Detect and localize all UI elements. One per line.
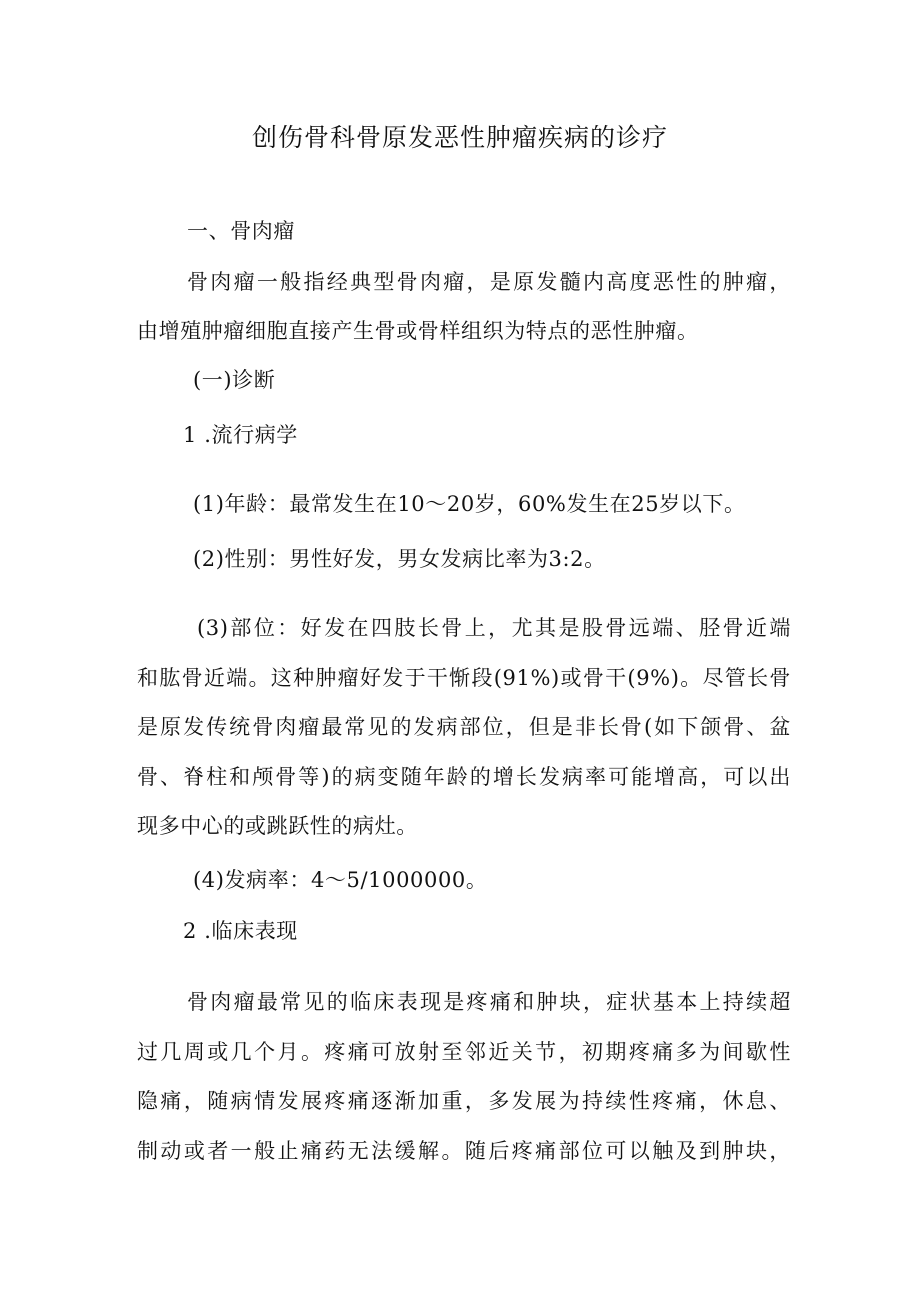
clinical-paragraph-line-4: 制动或者一般止痛药无法缓解。随后疼痛部位可以触及到肿块，	[137, 1139, 791, 1163]
document-title: 创伤骨科骨原发恶性肿瘤疾病的诊疗	[251, 123, 668, 152]
intro-paragraph-line-1: 骨肉瘤一般指经典型骨肉瘤，是原发髓内高度恶性的肿瘤，	[187, 270, 791, 294]
intro-paragraph-line-2: 由增殖肿瘤细胞直接产生骨或骨样组织为特点的恶性肿瘤。	[137, 319, 699, 343]
clinical-paragraph-line-1: 骨肉瘤最常见的临床表现是疼痛和肿块，症状基本上持续超	[187, 990, 791, 1014]
age-line: (1)年龄：最常发生在10～20岁，60%发生在25岁以下。	[193, 492, 746, 516]
site-paragraph-line-3: 是原发传统骨肉瘤最常见的发病部位，但是非长骨(如下颌骨、盆	[137, 715, 791, 739]
site-paragraph-line-1: (3)部位：好发在四肢长骨上，尤其是股骨远端、胫骨近端	[197, 616, 791, 640]
section-heading-osteosarcoma: 一、骨肉瘤	[187, 219, 295, 243]
site-paragraph-line-2: 和肱骨近端。这种肿瘤好发于干惭段(91%)或骨干(9%)。尽管长骨	[137, 666, 791, 690]
site-paragraph-line-5: 现多中心的或跳跃性的病灶。	[137, 814, 418, 838]
sex-line: (2)性别：男性好发，男女发病比率为3:2。	[193, 547, 606, 571]
clinical-paragraph-line-2: 过几周或几个月。疼痛可放射至邻近关节，初期疼痛多为间歇性	[137, 1040, 791, 1064]
site-paragraph-line-4: 骨、脊柱和颅骨等)的病变随年龄的增长发病率可能增高，可以出	[137, 765, 791, 789]
item-heading-clinical: 2 .临床表现	[183, 919, 298, 943]
item-heading-epidemiology: 1 .流行病学	[183, 423, 298, 447]
subheading-diagnosis: (一)诊断	[193, 368, 276, 392]
clinical-paragraph-line-3: 隐痛，随病情发展疼痛逐渐加重，多发展为持续性疼痛，休息、	[137, 1089, 791, 1113]
incidence-line: (4)发病率：4～5/1000000。	[193, 868, 488, 892]
